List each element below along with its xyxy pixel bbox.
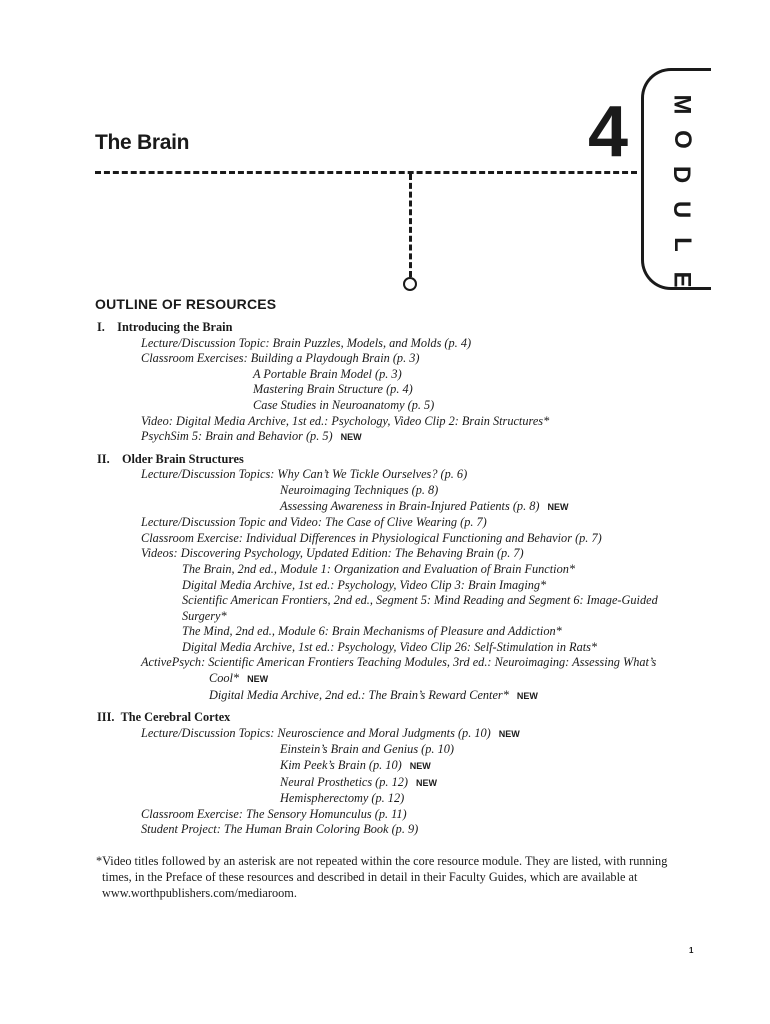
module-letter: E [668, 271, 696, 288]
outline-item [95, 758, 705, 775]
outline-item [95, 688, 705, 705]
outline-item-text: Lecture/Discussion Topic and Video: The Case of Clive Wearing (p. 7) [141, 515, 487, 530]
outline-item [95, 429, 705, 446]
outline-item-text: Kim Peek’s Brain (p. 10) [280, 758, 402, 773]
outline-item-text: Neural Prosthetics (p. 12) [280, 774, 408, 789]
new-badge: NEW [409, 761, 431, 772]
outline-item [95, 822, 705, 838]
outline-item-text: The Brain, 2nd ed., Module 1: Organization and Evaluation of Brain Function* [182, 561, 576, 576]
outline-item-text: Assessing Awareness in Brain-Injured Patients (p. 8) [280, 498, 540, 513]
outline-item-text: ActivePsych: Scientific American Frontiers Teaching Modules, 3rd ed.: Neuroimaging: Assessing What’s [141, 655, 657, 670]
outline-item-text: Lecture/Discussion Topics: Neuroscience and Moral Judgments (p. 10) [141, 725, 491, 740]
outline-item-text: Hemispherectomy (p. 12) [280, 791, 405, 806]
outline-item [95, 546, 705, 562]
outline-item-text: Lecture/Discussion Topic: Brain Puzzles, Models, and Molds (p. 4) [141, 335, 472, 350]
outline-item [95, 671, 705, 688]
outline-item [95, 382, 705, 398]
outline-item [95, 775, 705, 792]
outline-item [95, 593, 705, 609]
outline-item [95, 640, 705, 656]
outline-item [95, 515, 705, 531]
page-number: 1 [689, 946, 694, 955]
outline-item [95, 609, 705, 625]
outline-item-text: Surgery* [182, 608, 227, 623]
outline-item [95, 807, 705, 823]
outline-item-text: Digital Media Archive, 1st ed.: Psychology, Video Clip 26: Self-Stimulation in Rats* [182, 639, 598, 654]
module-letter: L [668, 237, 696, 252]
outline-item [95, 499, 705, 516]
module-letter: U [668, 200, 696, 219]
footnote-line: times, in the Preface of these resources and described in detail in their Faculty Guides, which are available at [102, 869, 638, 884]
new-badge: NEW [340, 432, 362, 443]
outline-item-text: Digital Media Archive, 2nd ed.: The Brain’s Reward Center* [209, 687, 509, 702]
outline-item-text: Neuroimaging Techniques (p. 8) [280, 482, 439, 497]
module-number: 4 [588, 92, 629, 172]
outline-item-text: Classroom Exercises: Building a Playdough Brain (p. 3) [141, 351, 420, 366]
outline-heading: OUTLINE OF RESOURCES [95, 296, 277, 312]
module-letter: D [668, 165, 696, 184]
outline-item-text: The Mind, 2nd ed., Module 6: Brain Mechanisms of Pleasure and Addiction* [182, 624, 562, 639]
outline-item-text: Lecture/Discussion Topics: Why Can’t We Tickle Ourselves? (p. 6) [141, 467, 468, 482]
outline-item-text: Digital Media Archive, 1st ed.: Psychology, Video Clip 3: Brain Imaging* [182, 577, 547, 592]
section-heading: I. Introducing the Brain [97, 320, 233, 334]
outline-item-text: Cool* [209, 671, 240, 686]
outline-item-text: Einstein’s Brain and Genius (p. 10) [280, 742, 454, 757]
outline-item-text: Case Studies in Neuroanatomy (p. 5) [253, 397, 435, 412]
outline-item-text: Classroom Exercise: Individual Differences in Physiological Functioning and Behavior (p. 7) [141, 530, 602, 545]
outline-item-text: PsychSim 5: Brain and Behavior (p. 5) [141, 429, 333, 444]
outline-item-text: Video: Digital Media Archive, 1st ed.: Psychology, Video Clip 2: Brain Structures* [141, 413, 550, 428]
new-badge: NEW [415, 777, 437, 788]
outline-item [95, 655, 705, 671]
outline-item [95, 531, 705, 547]
outline-item [95, 351, 705, 367]
outline-item-text: A Portable Brain Model (p. 3) [253, 366, 402, 381]
outline-item [95, 367, 705, 383]
new-badge: NEW [516, 690, 538, 701]
outline-item [95, 414, 705, 430]
footnote-line: www.worthpublishers.com/mediaroom. [102, 885, 297, 900]
vertical-dashed-rule [409, 174, 412, 277]
footnote [96, 854, 706, 901]
outline-item-text: Mastering Brain Structure (p. 4) [253, 382, 413, 397]
outline-item [95, 562, 705, 578]
page-title: The Brain [95, 131, 190, 154]
outline-content [95, 320, 705, 838]
module-letter: O [668, 130, 696, 149]
outline-item-text: Videos: Discovering Psychology, Updated Edition: The Behaving Brain (p. 7) [141, 546, 524, 561]
new-badge: NEW [247, 674, 269, 685]
section-heading: II. Older Brain Structures [97, 451, 244, 466]
outline-item [95, 791, 705, 807]
outline-item-text: Scientific American Frontiers, 2nd ed., Segment 5: Mind Reading and Segment 6: Image-Guided [182, 593, 658, 608]
outline-item-text: Student Project: The Human Brain Coloring Book (p. 9) [141, 822, 419, 837]
outline-item [95, 624, 705, 640]
new-badge: NEW [498, 728, 520, 739]
rule-end-circle [403, 277, 417, 291]
new-badge: NEW [547, 501, 569, 512]
outline-item [95, 398, 705, 414]
module-tab-letters [644, 87, 708, 297]
footnote-line: *Video titles followed by an asterisk are not repeated within the core resource module. They are listed, with running [96, 854, 668, 868]
outline-item [95, 726, 705, 743]
outline-item [95, 578, 705, 594]
module-tab [641, 68, 711, 290]
section-heading: III. The Cerebral Cortex [97, 710, 231, 725]
outline-item [95, 336, 705, 352]
outline-item [95, 742, 705, 758]
outline-item [95, 467, 705, 483]
horizontal-dashed-rule [95, 171, 637, 174]
outline-item-text: Classroom Exercise: The Sensory Homunculus (p. 11) [141, 806, 407, 821]
outline-item [95, 483, 705, 499]
module-letter: M [668, 94, 696, 115]
